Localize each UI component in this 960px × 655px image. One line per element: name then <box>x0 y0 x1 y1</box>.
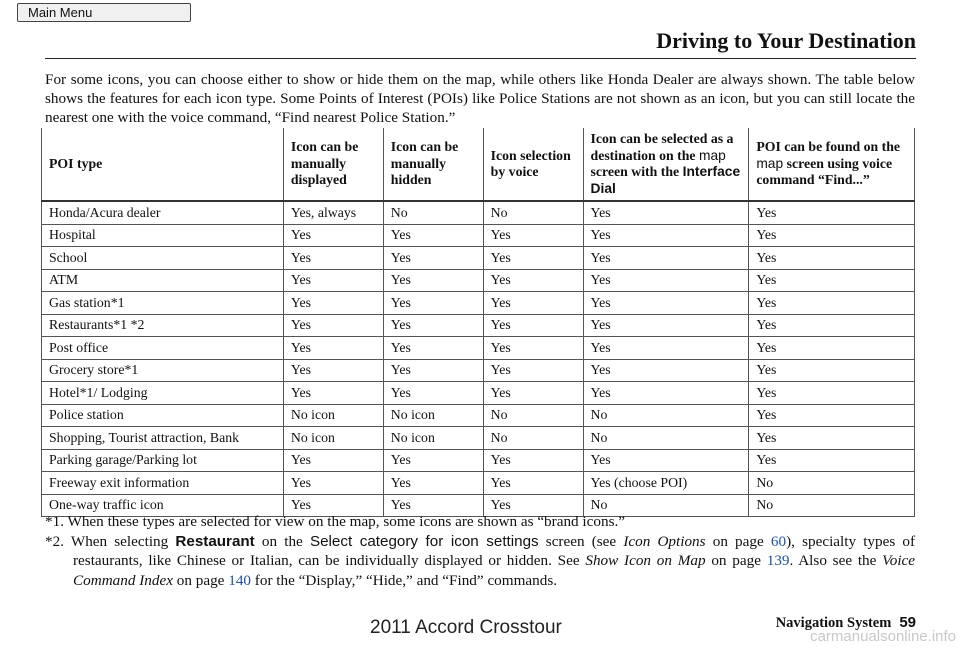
poi-type-cell: Restaurants*1 *2 <box>42 314 284 337</box>
table-cell: Yes <box>749 314 915 337</box>
table-cell: Yes <box>283 224 383 247</box>
table-cell: Yes <box>749 292 915 315</box>
table-cell: Yes <box>383 449 483 472</box>
table-cell: Yes <box>283 449 383 472</box>
table-cell: Yes <box>583 382 749 405</box>
poi-type-cell: Police station <box>42 404 284 427</box>
table-cell: No <box>483 427 583 450</box>
table-row <box>42 427 915 450</box>
table-cell: Yes <box>749 404 915 427</box>
header-manually-displayed: Icon can be manually displayed <box>283 128 383 201</box>
table-cell: No icon <box>383 427 483 450</box>
table-cell: Yes <box>383 359 483 382</box>
restaurant-label: Restaurant <box>175 532 255 550</box>
header-manually-hidden: Icon can be manually hidden <box>383 128 483 201</box>
poi-type-cell: Post office <box>42 337 284 360</box>
table-row <box>42 382 915 405</box>
table-cell: Yes <box>483 269 583 292</box>
table-cell: Yes <box>283 269 383 292</box>
table-cell: No <box>483 201 583 224</box>
table-cell: Yes <box>483 224 583 247</box>
table-cell: No icon <box>283 427 383 450</box>
table-cell: Yes <box>483 449 583 472</box>
table-row <box>42 247 915 270</box>
table-header-row <box>42 128 915 201</box>
table-cell: Yes <box>483 314 583 337</box>
table-cell: Yes, always <box>283 201 383 224</box>
table-row <box>42 292 915 315</box>
table-cell: Yes <box>749 449 915 472</box>
table-cell: Yes <box>283 314 383 337</box>
table-cell: Yes <box>583 201 749 224</box>
table-cell: No <box>583 404 749 427</box>
table-cell: No <box>483 404 583 427</box>
footnotes <box>45 512 915 590</box>
page-link-140[interactable]: 140 <box>228 571 251 589</box>
table-cell: Yes <box>749 359 915 382</box>
table-cell: Yes <box>749 382 915 405</box>
table-cell: Yes <box>283 247 383 270</box>
table-cell: Yes <box>483 292 583 315</box>
table-cell: Yes <box>749 337 915 360</box>
watermark: carmanualsonline.info <box>810 628 956 645</box>
table-cell: Yes <box>383 269 483 292</box>
table-row <box>42 337 915 360</box>
table-cell: Yes <box>283 494 383 517</box>
table-cell: Yes <box>383 247 483 270</box>
table-cell: Yes <box>283 292 383 315</box>
table-cell: Yes <box>283 382 383 405</box>
table-row <box>42 224 915 247</box>
table-cell: Yes <box>749 427 915 450</box>
interface-dial-name: Interface Dial <box>590 164 741 196</box>
voice-command-index-ref: Voice Command Index <box>73 552 916 589</box>
table-cell: Yes (choose POI) <box>583 472 749 495</box>
table-cell: Yes <box>383 337 483 360</box>
table-cell: Yes <box>383 314 483 337</box>
table-cell: Yes <box>583 314 749 337</box>
icon-options-ref: Icon Options <box>623 532 706 550</box>
poi-type-cell: ATM <box>42 269 284 292</box>
table-cell: Yes <box>583 247 749 270</box>
table-cell: Yes <box>583 269 749 292</box>
table-cell: No icon <box>383 404 483 427</box>
main-menu-button[interactable]: Main Menu <box>17 3 191 22</box>
table-cell: No <box>749 472 915 495</box>
table-cell: Yes <box>383 224 483 247</box>
vehicle-model: 2011 Accord Crosstour <box>370 617 562 638</box>
page-title: Driving to Your Destination <box>656 28 916 53</box>
table-cell: Yes <box>483 359 583 382</box>
poi-type-cell: Freeway exit information <box>42 472 284 495</box>
table-cell: Yes <box>749 247 915 270</box>
poi-type-cell: Hotel*1/ Lodging <box>42 382 284 405</box>
table-row <box>42 359 915 382</box>
poi-type-cell: Honda/Acura dealer <box>42 201 284 224</box>
header-find-voice: POI can be found on the map screen using voice command “Find...” <box>749 128 915 201</box>
table-cell: Yes <box>483 337 583 360</box>
table-cell: Yes <box>383 382 483 405</box>
title-divider <box>45 58 916 59</box>
intro-paragraph <box>45 70 915 127</box>
show-icon-ref: Show Icon on Map <box>585 552 706 569</box>
poi-type-cell: Gas station*1 <box>42 292 284 315</box>
intro-text: For some icons, you can choose either to show or hide them on the map, while others like Honda Dealer are always shown. The table below shows the features for each icon type. Some Points of Interest (POIs) like Police Stations are not shown as an icon, but you can still locate the nearest one with the voice command, “Find nearest Police Station.” <box>45 71 915 126</box>
map-screen-name: map <box>756 155 784 171</box>
poi-type-cell: School <box>42 247 284 270</box>
table-cell: Yes <box>583 449 749 472</box>
footnote-1: *1. When these types are selected for view on the map, some icons are shown as “brand icons.” <box>45 513 626 530</box>
table-cell: Yes <box>283 359 383 382</box>
table-cell: Yes <box>383 494 483 517</box>
page-number: 59 <box>899 614 916 631</box>
table-cell: Yes <box>383 292 483 315</box>
table-row <box>42 314 915 337</box>
table-cell: Yes <box>483 382 583 405</box>
table-row <box>42 404 915 427</box>
header-voice-selection: Icon selection by voice <box>483 128 583 201</box>
table-row <box>42 449 915 472</box>
table-cell: Yes <box>283 337 383 360</box>
table-row <box>42 472 915 495</box>
table-cell: No <box>583 494 749 517</box>
section-name: Navigation System <box>775 615 892 631</box>
table-cell: Yes <box>583 337 749 360</box>
header-destination: Icon can be selected as a destination on the map screen with the Interface Dial <box>583 128 749 201</box>
map-screen-name: map <box>699 147 726 163</box>
header-poi-type: POI type <box>42 128 284 201</box>
table-cell: No <box>583 427 749 450</box>
table-cell: Yes <box>483 472 583 495</box>
poi-type-cell: Grocery store*1 <box>42 359 284 382</box>
poi-features-table <box>41 128 915 517</box>
table-body <box>42 201 915 517</box>
footnote-2: *2. When selecting Restaurant on the Select category for icon settings screen (see Icon Options on page 60), specialty types of restaurants, like Chinese or Italian, can be individually displayed or hidden. See Show Icon on Map on page 139. Also see the Voice Command Index on page 140 for the “Display,” “Hide,” and “Find” commands. <box>45 532 916 589</box>
table-row <box>42 269 915 292</box>
poi-type-cell: Hospital <box>42 224 284 247</box>
table-row <box>42 201 915 224</box>
table-cell: Yes <box>483 494 583 517</box>
table-cell: Yes <box>383 472 483 495</box>
poi-type-cell: Shopping, Tourist attraction, Bank <box>42 427 284 450</box>
table-cell: Yes <box>749 201 915 224</box>
table-cell: Yes <box>749 269 915 292</box>
table-cell: Yes <box>583 224 749 247</box>
table-cell: Yes <box>483 247 583 270</box>
table-cell: No <box>383 201 483 224</box>
poi-type-cell: Parking garage/Parking lot <box>42 449 284 472</box>
table-cell: Yes <box>283 472 383 495</box>
page-link-139[interactable]: 139 <box>766 552 790 569</box>
table-cell: Yes <box>583 292 749 315</box>
table-cell: Yes <box>583 359 749 382</box>
table-cell: Yes <box>749 224 915 247</box>
poi-type-cell: One-way traffic icon <box>42 494 284 517</box>
page-link-60[interactable]: 60 <box>770 532 787 550</box>
table-cell: No icon <box>283 404 383 427</box>
select-category-screen-name: Select category for icon settings <box>309 532 539 550</box>
table-cell: No <box>749 494 915 517</box>
